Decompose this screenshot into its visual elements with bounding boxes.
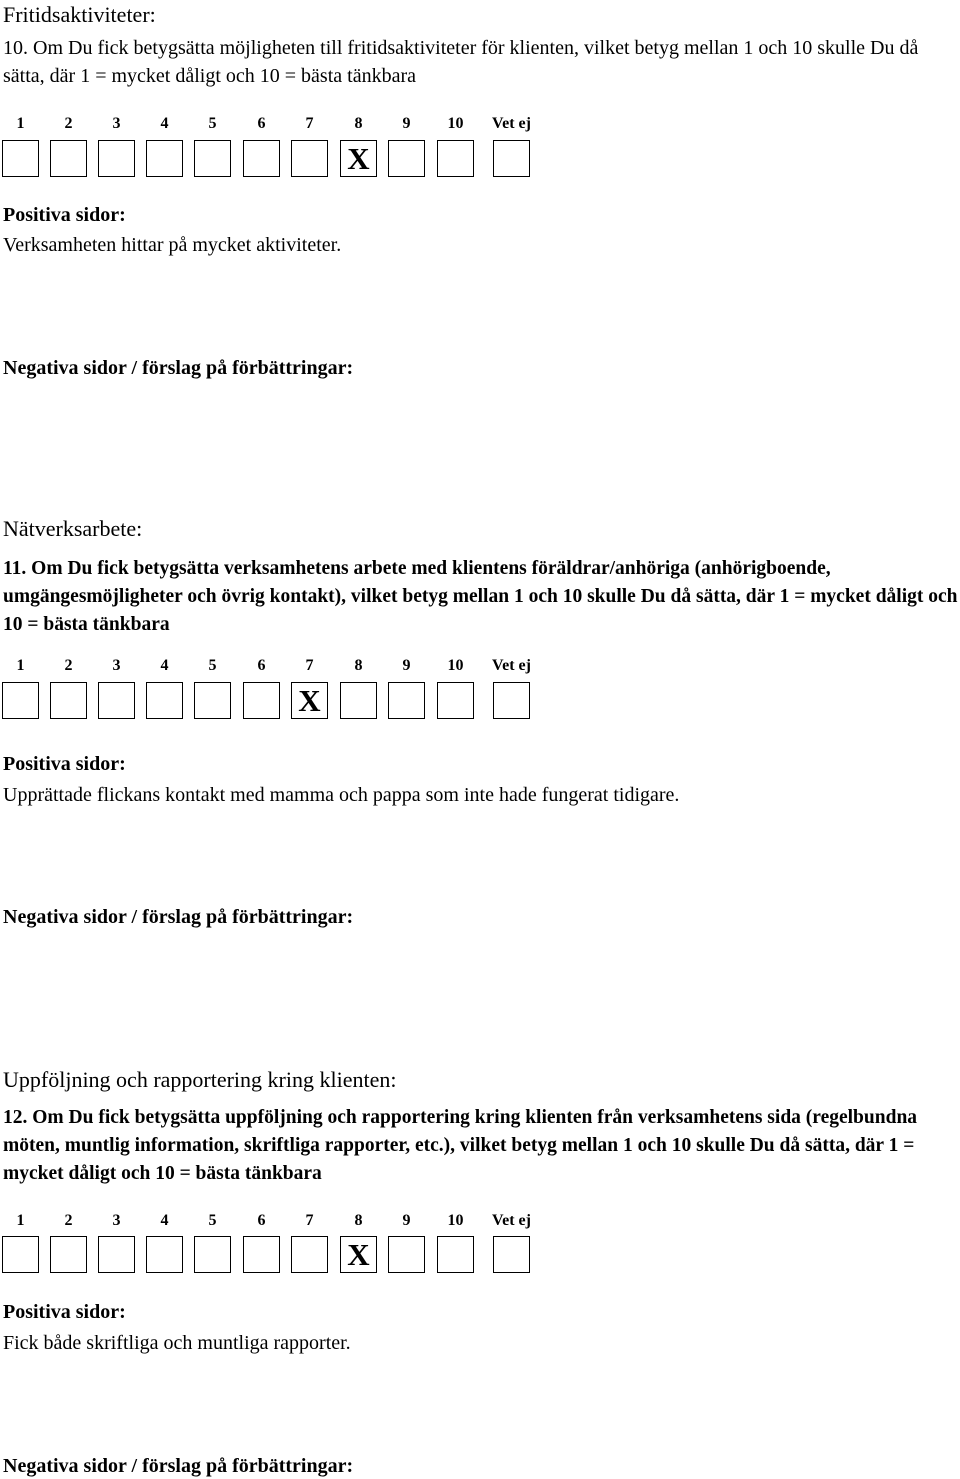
- positive-label: Positiva sidor:: [3, 1301, 126, 1323]
- section-title-fritidsaktiviteter: Fritidsaktiviteter:: [3, 2, 156, 27]
- rating-box-2[interactable]: [50, 140, 87, 177]
- rating-box-7[interactable]: [291, 682, 328, 719]
- scale-label-3: 3: [112, 657, 121, 674]
- scale-label-2: 2: [64, 115, 73, 132]
- rating-box-5[interactable]: [194, 682, 231, 719]
- rating-box-7[interactable]: [291, 140, 328, 177]
- scale-label-9: 9: [402, 115, 411, 132]
- rating-box-6[interactable]: [243, 1236, 280, 1273]
- scale-label-7: 7: [305, 1212, 314, 1229]
- rating-box-2[interactable]: [50, 682, 87, 719]
- positive-comment: Fick både skriftliga och muntliga rapporter.: [3, 1332, 351, 1354]
- scale-label-10: 10: [447, 115, 464, 132]
- rating-box-5[interactable]: [194, 140, 231, 177]
- scale-label-11: Vet ej: [492, 657, 531, 674]
- scale-label-1: 1: [16, 115, 25, 132]
- rating-box-1[interactable]: [2, 682, 39, 719]
- scale-label-6: 6: [257, 657, 266, 674]
- rating-boxes: [0, 140, 560, 182]
- rating-box-6[interactable]: [243, 140, 280, 177]
- rating-box-8[interactable]: [340, 682, 377, 719]
- question-12: 12. Om Du fick betygsätta uppföljning och rapportering kring klienten från verksamhetens sida (regelbundna möten, muntlig information, skriftliga rapporter, etc.), vilket betyg mellan 1 och 10 skulle Du då sätta, där 1 = mycket dåligt och 10 = bästa tänkbara: [3, 1107, 918, 1184]
- scale-label-9: 9: [402, 1212, 411, 1229]
- section-title-uppfoljning: Uppföljning och rapportering kring klienten:: [3, 1067, 397, 1092]
- rating-box-4[interactable]: [146, 682, 183, 719]
- rating-box-3[interactable]: [98, 682, 135, 719]
- scale-label-1: 1: [16, 1212, 25, 1229]
- scale-label-8: 8: [354, 657, 363, 674]
- scale-label-7: 7: [305, 657, 314, 674]
- rating-boxes: [0, 682, 560, 724]
- positive-label: Positiva sidor:: [3, 204, 126, 226]
- scale-label-10: 10: [447, 1212, 464, 1229]
- scale-label-11: Vet ej: [492, 115, 531, 132]
- scale-label-11: Vet ej: [492, 1212, 531, 1229]
- rating-box-5[interactable]: [194, 1236, 231, 1273]
- scale-labels: [0, 657, 560, 679]
- rating-box-10[interactable]: [437, 1236, 474, 1273]
- scale-label-9: 9: [402, 657, 411, 674]
- scale-label-7: 7: [305, 115, 314, 132]
- selected-mark: X: [347, 1237, 370, 1272]
- scale-label-5: 5: [208, 1212, 217, 1229]
- section-title-natverksarbete: Nätverksarbete:: [3, 516, 143, 541]
- question-11: 11. Om Du fick betygsätta verksamhetens arbete med klientens föräldrar/anhöriga (anhörigboende, umgängesmöjligheter och övrig kontakt), vilket betyg mellan 1 och 10 skulle Du då sätta, där 1 = mycket dåligt och 10 = bästa tänkbara: [3, 558, 958, 635]
- rating-box-1[interactable]: [2, 140, 39, 177]
- rating-box-11[interactable]: [493, 140, 530, 177]
- rating-box-9[interactable]: [388, 1236, 425, 1273]
- rating-box-4[interactable]: [146, 140, 183, 177]
- rating-box-3[interactable]: [98, 140, 135, 177]
- negative-label: Negativa sidor / förslag på förbättringar:: [3, 906, 354, 928]
- negative-label: Negativa sidor / förslag på förbättringar:: [3, 357, 354, 379]
- rating-box-9[interactable]: [388, 682, 425, 719]
- scale-label-10: 10: [447, 657, 464, 674]
- scale-label-4: 4: [160, 657, 169, 674]
- scale-label-6: 6: [257, 1212, 266, 1229]
- scale-label-2: 2: [64, 657, 73, 674]
- negative-label: Negativa sidor / förslag på förbättringar:: [3, 1455, 354, 1477]
- selected-mark: X: [347, 141, 370, 176]
- rating-box-8[interactable]: [340, 1236, 377, 1273]
- rating-box-4[interactable]: [146, 1236, 183, 1273]
- positive-comment: Upprättade flickans kontakt med mamma och pappa som inte hade fungerat tidigare.: [3, 784, 680, 806]
- rating-box-7[interactable]: [291, 1236, 328, 1273]
- rating-box-8[interactable]: [340, 140, 377, 177]
- scale-labels: [0, 1212, 560, 1234]
- rating-box-11[interactable]: [493, 682, 530, 719]
- scale-label-8: 8: [354, 115, 363, 132]
- rating-box-2[interactable]: [50, 1236, 87, 1273]
- rating-box-11[interactable]: [493, 1236, 530, 1273]
- scale-label-3: 3: [112, 1212, 121, 1229]
- scale-label-4: 4: [160, 115, 169, 132]
- positive-label: Positiva sidor:: [3, 753, 126, 775]
- rating-box-6[interactable]: [243, 682, 280, 719]
- scale-label-6: 6: [257, 115, 266, 132]
- scale-label-3: 3: [112, 115, 121, 132]
- rating-box-9[interactable]: [388, 140, 425, 177]
- rating-box-1[interactable]: [2, 1236, 39, 1273]
- rating-box-10[interactable]: [437, 140, 474, 177]
- scale-label-1: 1: [16, 657, 25, 674]
- positive-comment: Verksamheten hittar på mycket aktiviteter.: [3, 234, 342, 256]
- rating-boxes: [0, 1236, 560, 1278]
- scale-label-4: 4: [160, 1212, 169, 1229]
- question-10: 10. Om Du fick betygsätta möjligheten till fritidsaktiviteter för klienten, vilket betyg mellan 1 och 10 skulle Du då sätta, där 1 = mycket dåligt och 10 = bästa tänkbara: [3, 37, 919, 87]
- rating-box-10[interactable]: [437, 682, 474, 719]
- scale-label-5: 5: [208, 657, 217, 674]
- scale-label-2: 2: [64, 1212, 73, 1229]
- scale-label-5: 5: [208, 115, 217, 132]
- scale-label-8: 8: [354, 1212, 363, 1229]
- selected-mark: X: [298, 683, 321, 718]
- rating-box-3[interactable]: [98, 1236, 135, 1273]
- scale-labels: [0, 115, 560, 137]
